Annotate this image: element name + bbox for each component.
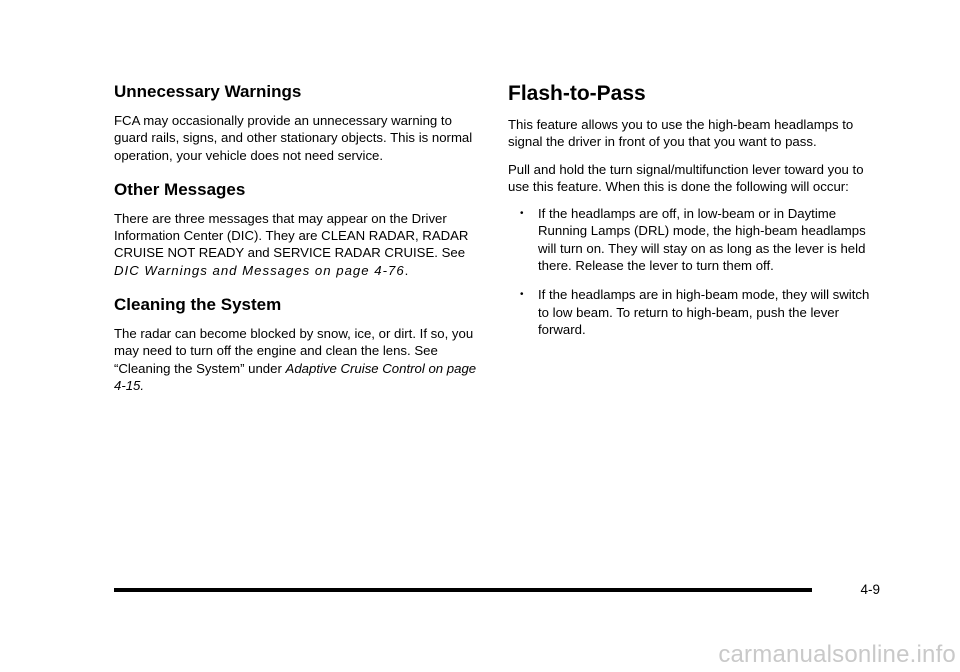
watermark: carmanualsonline.info <box>718 641 956 668</box>
list-item <box>508 286 880 338</box>
dic-warnings-link[interactable]: DIC Warnings and Messages on page 4-76 <box>114 262 405 278</box>
flash-to-pass-intro: This feature allows you to use the high-beam headlamps to signal the driver in front of you that you want to pass. <box>508 117 854 150</box>
unnecessary-warnings-heading: Unnecessary Warnings <box>114 82 302 101</box>
adaptive-cruise-link[interactable]: Adaptive Cruise Control on page 4-15. <box>114 360 477 393</box>
other-messages-end: . <box>404 262 409 278</box>
flash-to-pass-list <box>508 205 880 338</box>
bullet-icon: • <box>520 208 524 220</box>
list-item <box>508 205 880 274</box>
bullet-icon: • <box>520 289 524 301</box>
left-column <box>114 82 480 404</box>
cleaning-system-body <box>114 325 480 394</box>
flash-to-pass-instructions: Pull and hold the turn signal/multifunction lever toward you to use this feature. When this is done the following will occur: <box>508 161 864 194</box>
footer-rule <box>114 588 812 592</box>
list-item-text: If the headlamps are in high-beam mode, they will switch to low beam. To return to high-beam, push the lever forward. <box>538 287 870 337</box>
right-column <box>508 82 880 350</box>
cleaning-system-text: The radar can become blocked by snow, ice, or dirt. If so, you may need to turn off the engine and clean the lens. See “Cleaning the System” under <box>114 326 474 376</box>
unnecessary-warnings-body: FCA may occasionally provide an unnecessary warning to guard rails, signs, and other stationary objects. This is normal operation, your vehicle does not need service. <box>114 113 473 163</box>
other-messages-body <box>114 210 480 279</box>
cleaning-system-heading: Cleaning the System <box>114 295 282 315</box>
flash-to-pass-heading: Flash-to-Pass <box>508 82 646 105</box>
list-item-text: If the headlamps are off, in low-beam or in Daytime Running Lamps (DRL) mode, the high-beam headlamps will turn on. They will stay on as long as the lever is held there. Release the lever to turn them off. <box>538 206 866 274</box>
other-messages-text: There are three messages that may appear on the Driver Information Center (DIC). They are CLEAN RADAR, RADAR CRUISE NOT READY and SERVICE RADAR CRUISE. See <box>114 210 469 261</box>
page-number: 4-9 <box>860 582 880 597</box>
other-messages-heading: Other Messages <box>114 179 246 199</box>
